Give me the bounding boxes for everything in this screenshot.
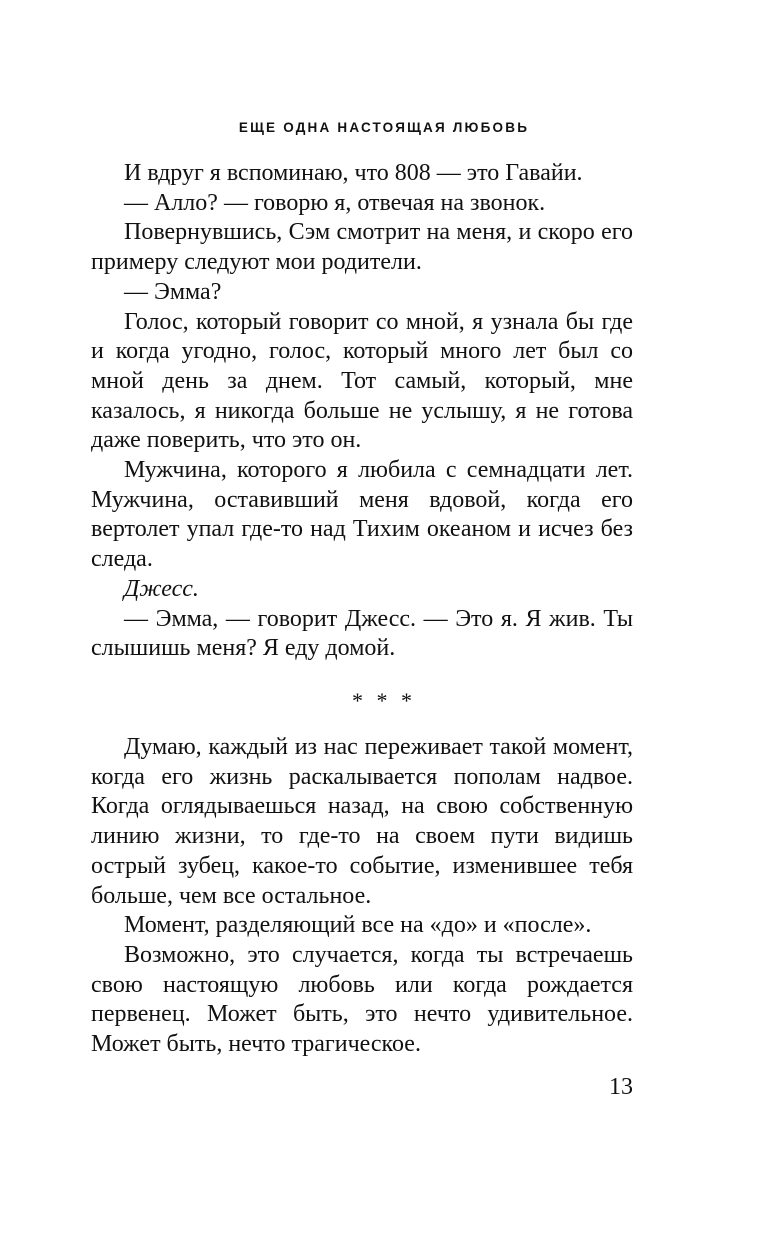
paragraph: — Алло? — говорю я, отвечая на звонок.	[124, 189, 546, 216]
text-block-2	[91, 733, 633, 1060]
paragraph: Момент, разделяющий все на «до» и «после».	[124, 912, 592, 939]
text-block-1	[91, 159, 633, 664]
paragraph: Возможно, это случается, когда ты встречаешь свою настоящую любовь или когда рождается первенец. Может быть, это нечто удивительное. Может быть, нечто трагическое.	[91, 941, 633, 1058]
paragraph: — Эмма, — говорит Джесс. — Это я. Я жив. Ты слышишь меня? Я еду домой.	[91, 605, 633, 662]
paragraph: Думаю, каждый из нас переживает такой момент, когда его жизнь раскалывается пополам надвое. Когда оглядываешься назад, на свою собственную линию жизни, то где-то на своем пути видишь острый зубец, какое-то событие, изменившее тебя больше, чем все остальное.	[91, 734, 633, 909]
section-separator: * * *	[352, 688, 416, 713]
running-head: ЕЩЕ ОДНА НАСТОЯЩАЯ ЛЮБОВЬ	[238, 120, 530, 135]
paragraph: — Эмма?	[124, 278, 222, 305]
page-number: 13	[609, 1074, 633, 1100]
paragraph: Повернувшись, Сэм смотрит на меня, и скоро его примеру следуют мои родители.	[91, 219, 633, 276]
paragraph: Мужчина, которого я любила с семнадцати лет. Мужчина, оставивший меня вдовой, когда его вертолет упал где-то над Тихим океаном и исчез без следа.	[91, 457, 633, 573]
paragraph: Голос, который говорит со мной, я узнала бы где и когда угодно, голос, который много лет был со мной день за днем. Тот самый, который, мне казалось, я никогда больше не услышу, я не готова даже поверить, что это он.	[91, 308, 633, 454]
paragraph: И вдруг я вспоминаю, что 808 — это Гавайи.	[124, 160, 583, 186]
paragraph-italic: Джесс.	[124, 575, 199, 602]
